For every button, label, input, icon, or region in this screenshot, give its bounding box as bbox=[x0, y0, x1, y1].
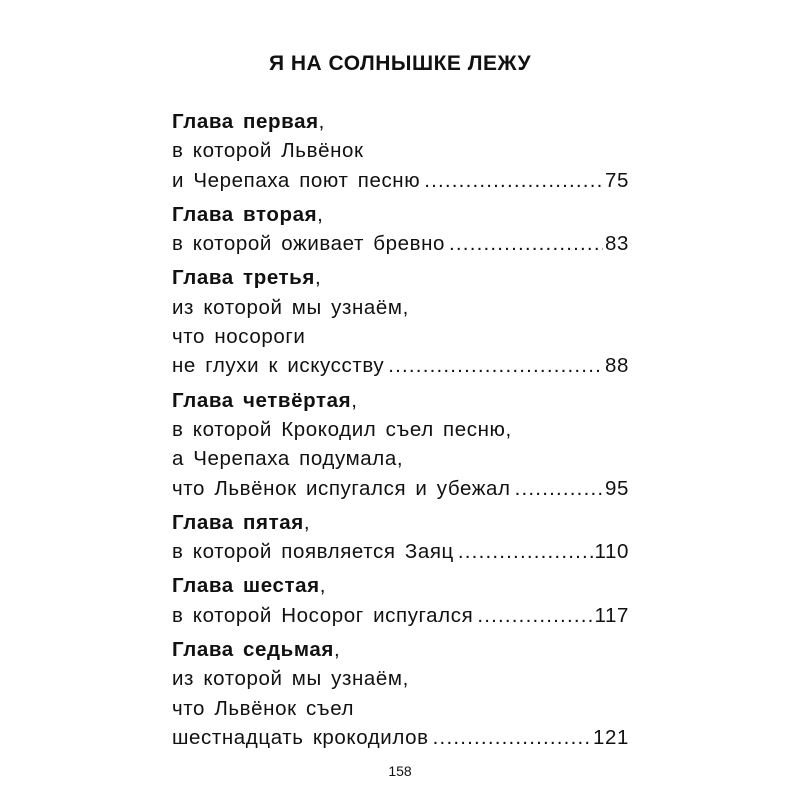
dot-leader bbox=[458, 537, 593, 566]
chapter-title: Глава первая bbox=[172, 110, 319, 133]
chapter-heading: Глава первая, bbox=[172, 110, 325, 133]
chapter-last-line bbox=[172, 229, 629, 258]
chapter-title: Глава третья bbox=[172, 266, 315, 290]
chapter-subtitle-line: в которой появляется Заяц bbox=[172, 540, 454, 564]
chapter-heading: Глава вторая, bbox=[172, 202, 324, 226]
chapter-title: Глава четвёртая bbox=[172, 388, 352, 412]
chapter-subtitle-line: а Черепаха подумала, bbox=[172, 447, 404, 471]
toc-entry[interactable] bbox=[172, 200, 629, 259]
chapter-subtitle-line: в которой Крокодил съел песню, bbox=[172, 417, 512, 441]
chapter-last-line bbox=[172, 351, 629, 380]
chapter-subtitle-line: из которой мы узнаём, bbox=[172, 667, 409, 691]
chapter-subtitle-line: в которой Носорог испугался bbox=[172, 603, 474, 627]
dot-leader bbox=[515, 474, 603, 503]
toc-entry[interactable] bbox=[172, 107, 629, 195]
table-of-contents bbox=[172, 107, 629, 757]
chapter-subtitle-line: что носороги bbox=[172, 325, 306, 349]
chapter-heading: Глава пятая, bbox=[172, 510, 311, 534]
chapter-heading: Глава седьмая, bbox=[172, 638, 341, 662]
toc-entry[interactable] bbox=[172, 571, 629, 630]
dot-leader bbox=[477, 601, 592, 630]
toc-entry[interactable] bbox=[172, 508, 629, 567]
dot-leader bbox=[424, 166, 603, 195]
chapter-heading: Глава четвёртая, bbox=[172, 388, 358, 412]
chapter-heading: Глава шестая, bbox=[172, 574, 326, 598]
toc-entry[interactable] bbox=[172, 263, 629, 380]
chapter-subtitle-line: из которой мы узнаём, bbox=[172, 295, 409, 319]
chapter-last-line bbox=[172, 537, 629, 566]
chapter-page-number: 83 bbox=[604, 232, 629, 256]
chapter-heading: Глава третья, bbox=[172, 266, 322, 290]
dot-leader bbox=[388, 351, 603, 380]
toc-entry[interactable] bbox=[172, 635, 629, 752]
chapter-subtitle-line: в которой Львёнок bbox=[172, 139, 364, 163]
dot-leader bbox=[433, 723, 591, 752]
chapter-last-line bbox=[172, 723, 629, 752]
chapter-page-number: 121 bbox=[592, 725, 629, 749]
chapter-subtitle-line: и Черепаха поют песню bbox=[172, 168, 421, 192]
page-number: 158 bbox=[388, 763, 412, 779]
chapter-last-line bbox=[172, 601, 629, 630]
chapter-subtitle-line: шестнадцать крокодилов bbox=[172, 725, 429, 749]
chapter-subtitle-line: не глухи к искусству bbox=[172, 354, 385, 378]
chapter-subtitle-line: что Львёнок съел bbox=[172, 696, 355, 720]
dot-leader bbox=[449, 229, 603, 258]
chapter-page-number: 88 bbox=[604, 354, 629, 378]
chapter-page-number: 117 bbox=[594, 603, 629, 627]
chapter-last-line bbox=[172, 474, 629, 503]
toc-entry[interactable] bbox=[172, 386, 629, 503]
chapter-subtitle-line: в которой оживает бревно bbox=[172, 232, 446, 256]
chapter-page-number: 95 bbox=[604, 476, 629, 500]
section-title: Я НА СОЛНЫШКЕ ЛЕЖУ bbox=[268, 52, 532, 75]
chapter-title: Глава шестая bbox=[172, 574, 320, 598]
chapter-title: Глава вторая bbox=[172, 202, 318, 226]
chapter-page-number: 75 bbox=[604, 168, 629, 192]
chapter-subtitle-line: что Львёнок испугался и убежал bbox=[172, 476, 511, 500]
chapter-page-number: 110 bbox=[594, 540, 629, 564]
chapter-last-line bbox=[172, 166, 629, 195]
chapter-title: Глава седьмая bbox=[172, 638, 334, 662]
chapter-title: Глава пятая bbox=[172, 510, 304, 534]
